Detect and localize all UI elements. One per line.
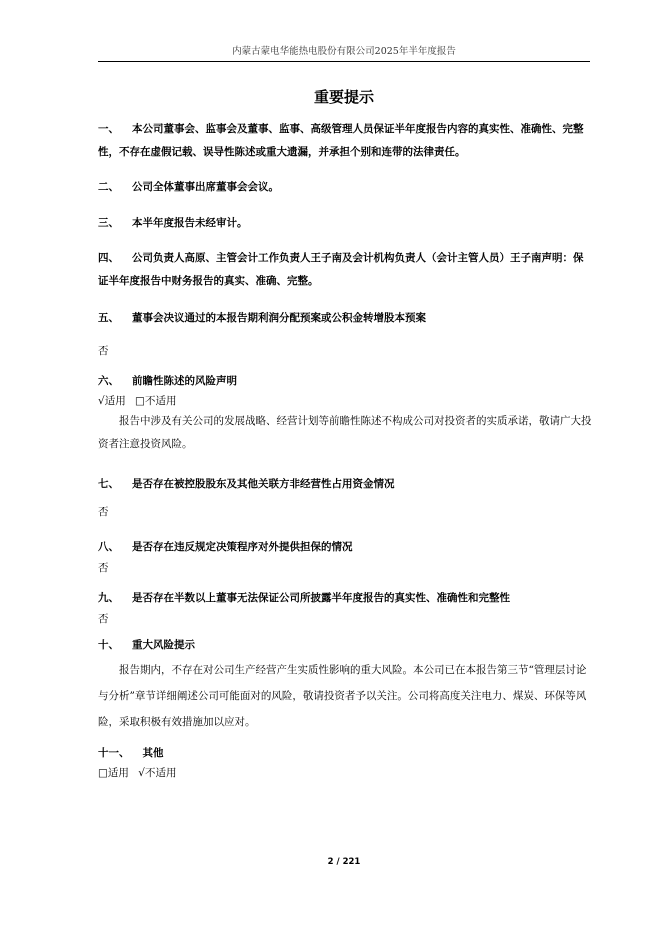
section-number: 二、 [98, 181, 119, 193]
section-number: 八、 [98, 541, 119, 553]
section-1 [98, 118, 592, 164]
section-number: 六、 [98, 375, 119, 387]
section-text: 是否存在违反规定决策程序对外提供担保的情况 [132, 541, 353, 553]
section-answer: 否 [98, 345, 109, 357]
page-title: 重要提示 [313, 88, 374, 106]
section-number: 九、 [98, 592, 119, 604]
section-number: 四、 [98, 252, 119, 264]
section-7 [98, 473, 592, 524]
applicable-checkbox: √适用 [98, 395, 126, 407]
section-body: 报告期内，不存在对公司生产经营产生实质性影响的重大风险。本公司已在本报告第三节“管理层讨论与分析”章节详细阐述公司可能面对的风险，敬请投资者予以关注。公司将高度关注电力、煤炭、环保等风险，采取积极有效措施加以应对。 [98, 664, 587, 728]
section-text: 本公司董事会、监事会及董事、监事、高级管理人员保证半年度报告内容的真实性、准确性、完整性，不存在虚假记载、误导性陈述或重大遗漏，并承担个别和连带的法律责任。 [98, 123, 584, 158]
section-text: 董事会决议通过的本报告期利润分配预案或公积金转增股本预案 [132, 312, 426, 324]
section-number: 十一、 [98, 747, 130, 759]
section-text: 公司全体董事出席董事会会议。 [132, 181, 279, 193]
header-rule [98, 61, 590, 62]
section-9 [98, 587, 592, 631]
section-body: 报告中涉及有关公司的发展战略、经营计划等前瞻性陈述不构成公司对投资者的实质承诺，敬请广大投资者注意投资风险。 [98, 415, 592, 450]
section-8 [98, 536, 592, 580]
section-text: 本半年度报告未经审计。 [132, 217, 248, 229]
section-text: 是否存在被控股股东及其他关联方非经营性占用资金情况 [132, 478, 395, 490]
section-10 [98, 634, 592, 735]
not-applicable-checkbox: √不适用 [138, 767, 177, 779]
section-text: 前瞻性陈述的风险声明 [132, 375, 237, 387]
section-answer: 否 [98, 562, 109, 574]
section-5 [98, 307, 592, 363]
section-answer: 否 [98, 506, 109, 518]
section-3 [98, 212, 592, 235]
section-number: 七、 [98, 478, 119, 490]
section-6 [98, 370, 592, 456]
applicable-checkbox: □适用 [98, 767, 129, 779]
section-2 [98, 176, 592, 199]
section-number: 十、 [98, 639, 119, 651]
section-number: 一、 [98, 123, 119, 135]
section-text: 其他 [142, 747, 164, 759]
section-text: 是否存在半数以上董事无法保证公司所披露半年度报告的真实性、准确性和完整性 [132, 592, 510, 604]
section-answer: 否 [98, 613, 109, 625]
section-number: 五、 [98, 312, 119, 324]
page-header: 内蒙古蒙电华能热电股份有限公司2025年半年度报告 [232, 46, 456, 57]
section-11 [98, 742, 592, 782]
section-text: 重大风险提示 [132, 639, 195, 651]
section-number: 三、 [98, 217, 119, 229]
section-text: 公司负责人高原、主管会计工作负责人王子南及会计机构负责人（会计主管人员）王子南声明：保证半年度报告中财务报告的真实、准确、完整。 [98, 252, 584, 287]
page-number: 2 / 221 [327, 857, 361, 867]
not-applicable-checkbox: □不适用 [135, 395, 177, 407]
section-4 [98, 247, 592, 293]
